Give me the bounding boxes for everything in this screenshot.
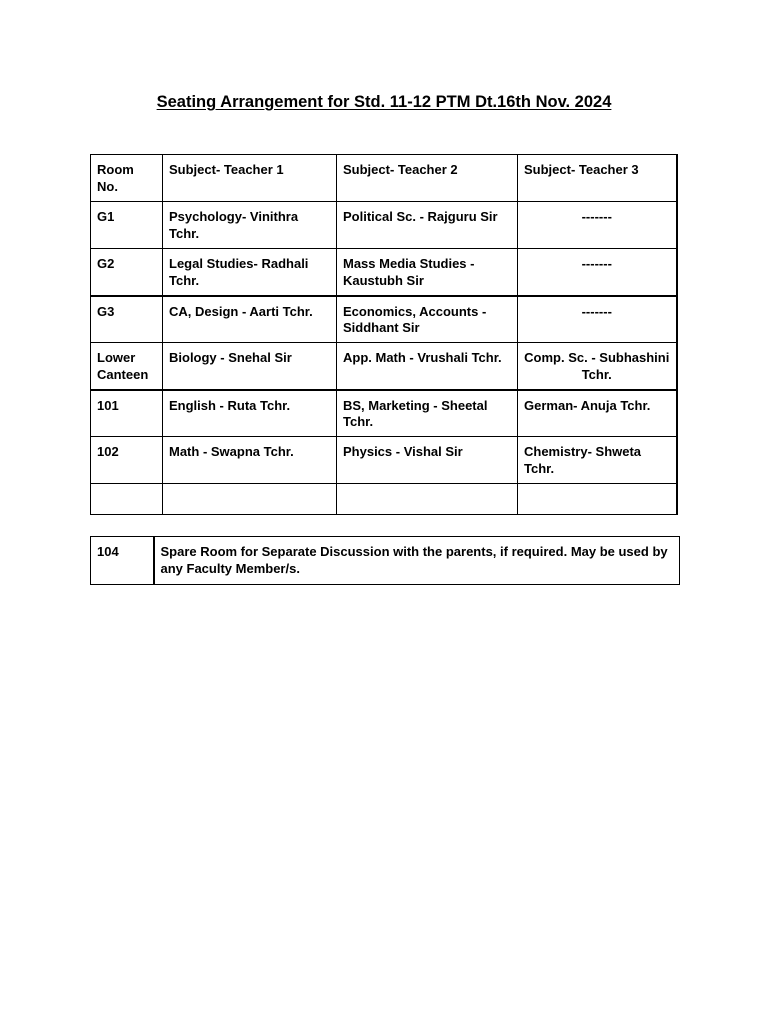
table-row bbox=[91, 437, 677, 484]
document-title: Seating Arrangement for Std. 11-12 PTM Dt.16th Nov. 2024 bbox=[156, 93, 612, 111]
spare-room-table bbox=[90, 536, 680, 585]
table-row-empty bbox=[91, 484, 677, 515]
room-cell: G2 bbox=[91, 249, 163, 296]
table-row bbox=[91, 296, 677, 343]
teacher-3-cell: ------- bbox=[518, 249, 677, 296]
table-row bbox=[91, 202, 677, 249]
teacher-3-cell: Chemistry- Shweta Tchr. bbox=[518, 437, 677, 484]
teacher-1-cell: Math - Swapna Tchr. bbox=[163, 437, 337, 484]
seating-table bbox=[90, 154, 678, 515]
teacher-3-cell: ------- bbox=[518, 296, 677, 343]
teacher-2-cell: App. Math - Vrushali Tchr. bbox=[337, 343, 518, 390]
room-cell: G3 bbox=[91, 296, 163, 343]
teacher-2-cell: BS, Marketing - Sheetal Tchr. bbox=[337, 390, 518, 437]
teacher-1-cell: Legal Studies- Radhali Tchr. bbox=[163, 249, 337, 296]
room-cell: 102 bbox=[91, 437, 163, 484]
room-cell: 101 bbox=[91, 390, 163, 437]
teacher-1-cell: English - Ruta Tchr. bbox=[163, 390, 337, 437]
teacher-1-cell: CA, Design - Aarti Tchr. bbox=[163, 296, 337, 343]
table-row bbox=[91, 249, 677, 296]
header-subject-teacher-3: Subject- Teacher 3 bbox=[518, 155, 677, 202]
header-subject-teacher-2: Subject- Teacher 2 bbox=[337, 155, 518, 202]
header-room-no: Room No. bbox=[91, 155, 163, 202]
teacher-1-cell bbox=[163, 484, 337, 515]
teacher-3-cell: German- Anuja Tchr. bbox=[518, 390, 677, 437]
spare-room-number: 104 bbox=[91, 537, 154, 585]
table-row bbox=[91, 390, 677, 437]
room-cell: Lower Canteen bbox=[91, 343, 163, 390]
table-row bbox=[91, 343, 677, 390]
teacher-3-cell bbox=[518, 484, 677, 515]
teacher-1-cell: Biology - Snehal Sir bbox=[163, 343, 337, 390]
teacher-2-cell bbox=[337, 484, 518, 515]
teacher-2-cell: Mass Media Studies - Kaustubh Sir bbox=[337, 249, 518, 296]
teacher-2-cell: Physics - Vishal Sir bbox=[337, 437, 518, 484]
teacher-1-cell: Psychology- Vinithra Tchr. bbox=[163, 202, 337, 249]
teacher-3-cell: Comp. Sc. - Subhashini Tchr. bbox=[518, 343, 677, 390]
teacher-2-cell: Economics, Accounts -Siddhant Sir bbox=[337, 296, 518, 343]
teacher-2-cell: Political Sc. - Rajguru Sir bbox=[337, 202, 518, 249]
room-cell bbox=[91, 484, 163, 515]
room-cell: G1 bbox=[91, 202, 163, 249]
spare-room-description: Spare Room for Separate Discussion with the parents, if required. May be used by any Faculty Member/s. bbox=[154, 537, 680, 585]
teacher-3-cell: ------- bbox=[518, 202, 677, 249]
spare-room-row bbox=[91, 537, 680, 585]
header-subject-teacher-1: Subject- Teacher 1 bbox=[163, 155, 337, 202]
table-header-row bbox=[91, 155, 677, 202]
